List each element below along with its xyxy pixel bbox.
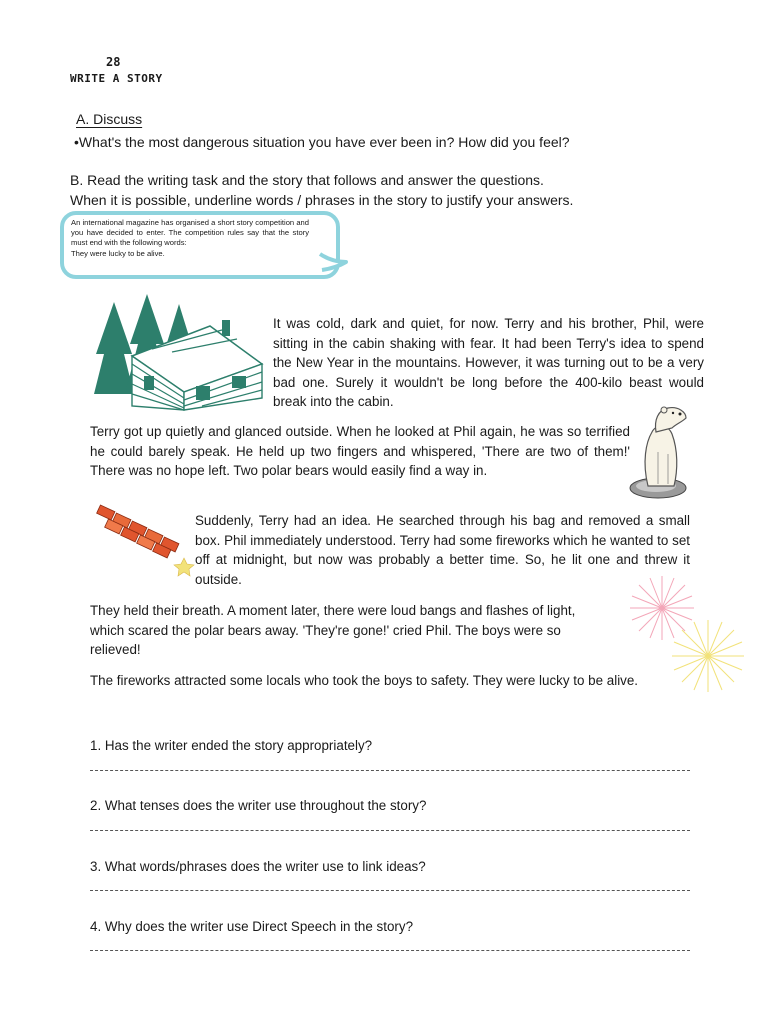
story-paragraph-4: They held their breath. A moment later, there were loud bangs and flashes of light, which scared the polar bears away. 'They're gone!' cried Phil. The boys were so relieved! <box>90 603 576 657</box>
task-text <box>71 218 309 259</box>
cabin-illustration <box>92 294 267 412</box>
answer-line-3[interactable] <box>90 890 690 891</box>
section-b-instructions <box>70 170 630 210</box>
task-description: An international magazine has organised a short story competition and you have decided to enter. The competition rules say that the story must end with the following words: <box>71 218 309 248</box>
answer-line-4[interactable] <box>90 950 690 951</box>
polar-bear-illustration <box>628 402 692 500</box>
discuss-question: •What's the most dangerous situation you have ever been in? How did you feel? <box>74 134 570 150</box>
section-a-title: A. Discuss <box>76 111 143 127</box>
story-paragraph-2: Terry got up quietly and glanced outside. When he looked at Phil again, he was so terrified he could barely speak. He held up two fingers and whispered, 'There are two of them!' There was no hope left. Two polar bears would easily find a way in. <box>90 424 630 478</box>
page-number: 28 <box>106 55 121 69</box>
firecracker-illustration <box>96 504 201 580</box>
answer-line-2[interactable] <box>90 830 690 831</box>
task-speech-bubble <box>60 211 340 279</box>
section-b-line-2: When it is possible, underline words / phrases in the story to justify your answers. <box>70 192 574 208</box>
question-4: 4. Why does the writer use Direct Speech in the story? <box>90 919 414 934</box>
answer-line-1[interactable] <box>90 770 690 771</box>
question-1: 1. Has the writer ended the story appropriately? <box>90 738 373 753</box>
question-2: 2. What tenses does the writer use throughout the story? <box>90 798 427 813</box>
page-heading: WRITE A STORY <box>70 72 163 85</box>
story-paragraph-3: Suddenly, Terry had an idea. He searched through his bag and removed a small box. Phil immediately understood. Terry had some fireworks which he wanted to set off at midnight, but now was probably a better time. So, he lit one and threw it outside. <box>195 513 690 587</box>
task-ending: They were lucky to be alive. <box>71 248 165 258</box>
section-b-line-1: B. Read the writing task and the story that follows and answer the questions. <box>70 172 544 188</box>
story-paragraph-5: The fireworks attracted some locals who took the boys to safety. They were lucky to be alive. <box>90 673 639 688</box>
story-paragraph-1: It was cold, dark and quiet, for now. Terry and his brother, Phil, were sitting in the cabin shaking with fear. It had been Terry's idea to spend the New Year in the mountains. However, it was turning out to be a very bad one. Surely it wouldn't be long before the 400-kilo beast would break into the cabin. <box>273 316 704 409</box>
question-3: 3. What words/phrases does the writer use to link ideas? <box>90 859 426 874</box>
bubble-tail <box>318 250 350 272</box>
